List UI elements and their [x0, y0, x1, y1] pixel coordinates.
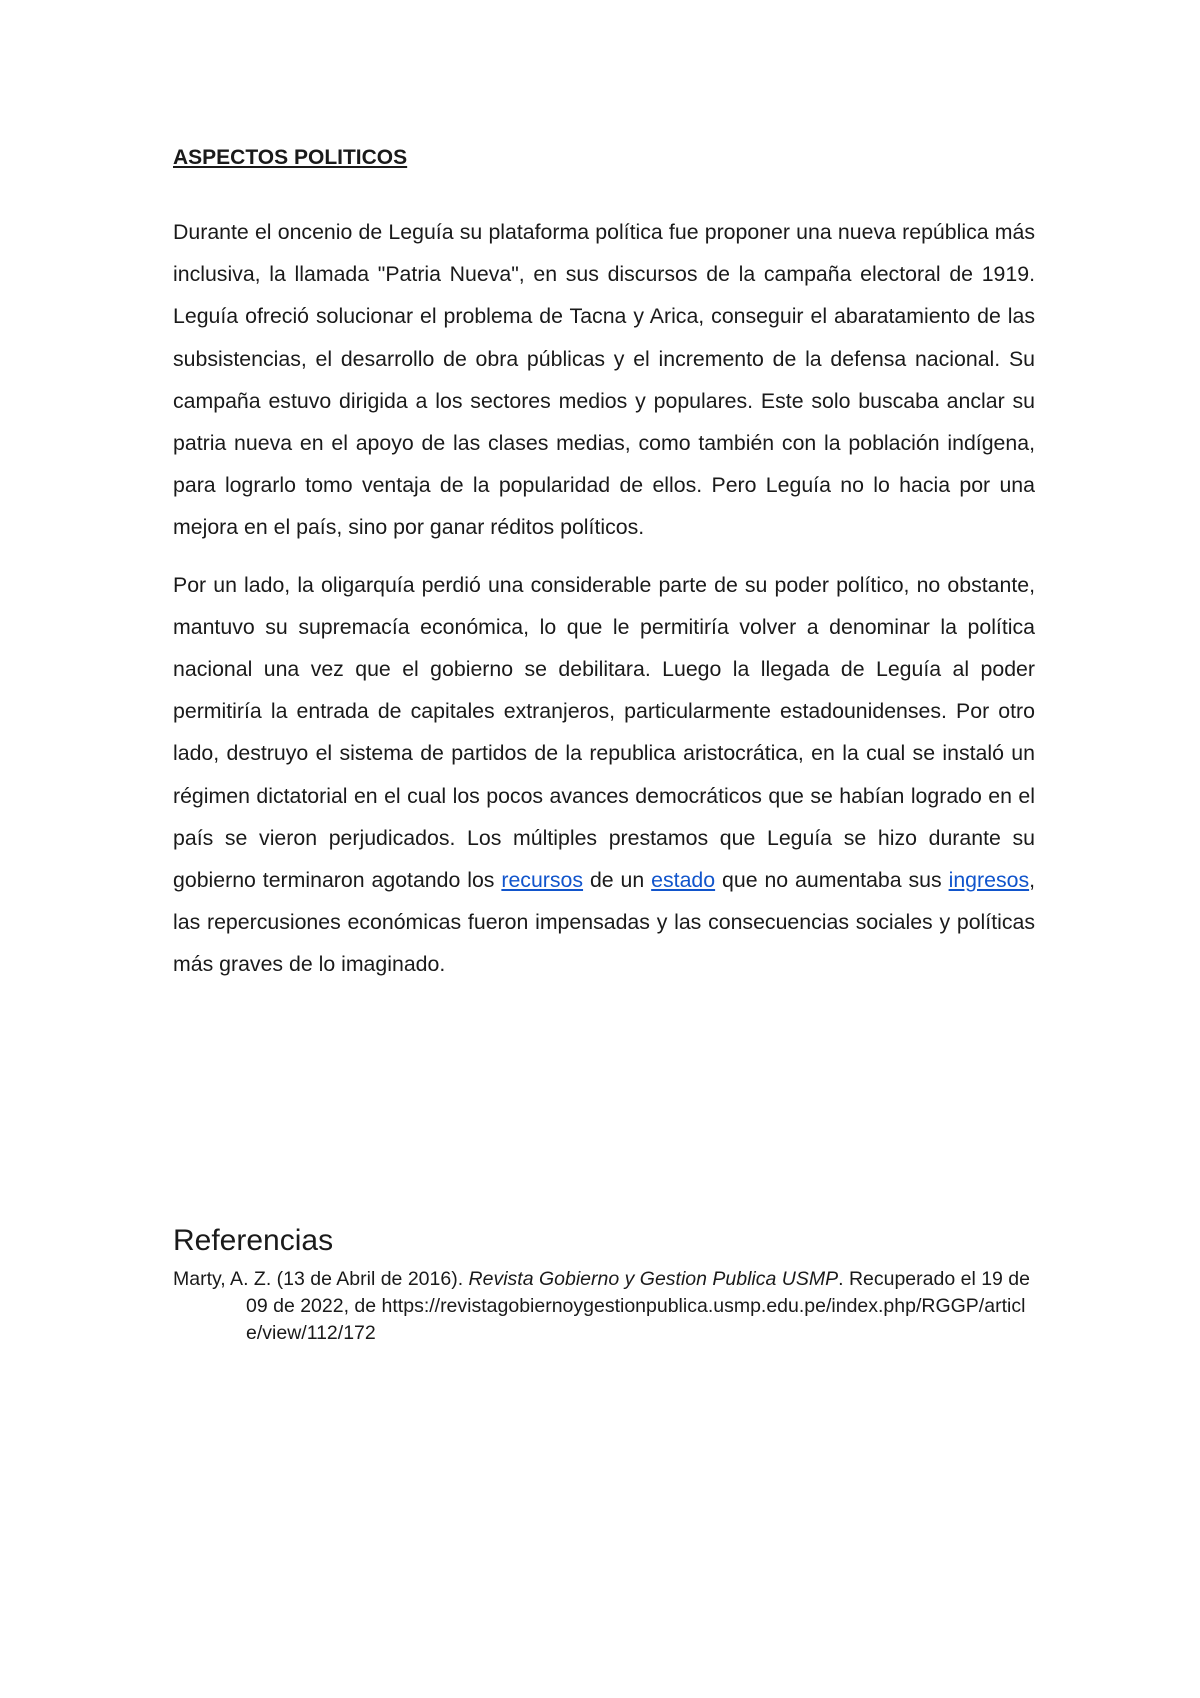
reference-author: Marty, A. Z. (13 de Abril de 2016). — [173, 1268, 469, 1290]
paragraph-2-text-b: de un — [583, 868, 652, 893]
paragraph-2-text-d: , las repercusiones económicas fueron impensadas y las consecuencias sociales y políticas más graves de lo imaginado. — [173, 868, 1036, 977]
paragraph-2-text-a: Por un lado, la oligarquía perdió una considerable parte de su poder político, no obstante, mantuvo su supremacía económica, lo que le permitiría volver a denominar la política nacional una vez que el gobierno se debilitara. Luego la llegada de Leguía al poder permitiría la entrada de capitales extranjeros, particularmente estadounidenses. Por otro lado, destruyo el sistema de partidos de la republica aristocrática, en la cual se instaló un régimen dictatorial en el cual los pocos avances democráticos que se habían logrado en el país se vieron perjudicados. Los múltiples prestamos que Leguía se hizo durante su gobierno terminaron agotando los — [173, 572, 1035, 893]
reference-entry — [173, 1266, 1035, 1347]
references-title: Referencias — [173, 1224, 334, 1257]
paragraph-2 — [173, 564, 1035, 986]
reference-title: Revista Gobierno y Gestion Publica USMP — [468, 1268, 839, 1290]
document-body — [173, 136, 1035, 986]
reference-retrieval: . Recuperado el 19 de 09 de 2022, de https://revistagobiernoygestionpublica.usmp.edu.pe/index.php/RGGP/article/view/112/172 — [246, 1268, 1030, 1344]
references-section — [173, 1216, 1035, 1347]
paragraph-1: Durante el oncenio de Leguía su plataforma política fue proponer una nueva república más inclusiva, la llamada "Patria Nueva", en sus discursos de la campaña electoral de 1919. Leguía ofreció solucionar el problema de Tacna y Arica, conseguir el abaratamiento de las subsistencias, el desarrollo de obra públicas y el incremento de la defensa nacional. Su campaña estuvo dirigida a los sectores medios y populares. Este solo buscaba anclar su patria nueva en el apoyo de las clases medias, como también con la población indígena, para lograrlo tomo ventaja de la popularidad de ellos. Pero Leguía no lo hacia por una mejora en el país, sino por ganar réditos políticos. — [173, 220, 1035, 540]
paragraph-2-text-c: que no aumentaba sus — [715, 868, 949, 893]
link-ingresos[interactable]: ingresos — [948, 868, 1030, 893]
link-estado[interactable]: estado — [651, 868, 716, 893]
section-heading: ASPECTOS POLITICOS — [173, 146, 408, 169]
link-recursos[interactable]: recursos — [501, 868, 584, 893]
